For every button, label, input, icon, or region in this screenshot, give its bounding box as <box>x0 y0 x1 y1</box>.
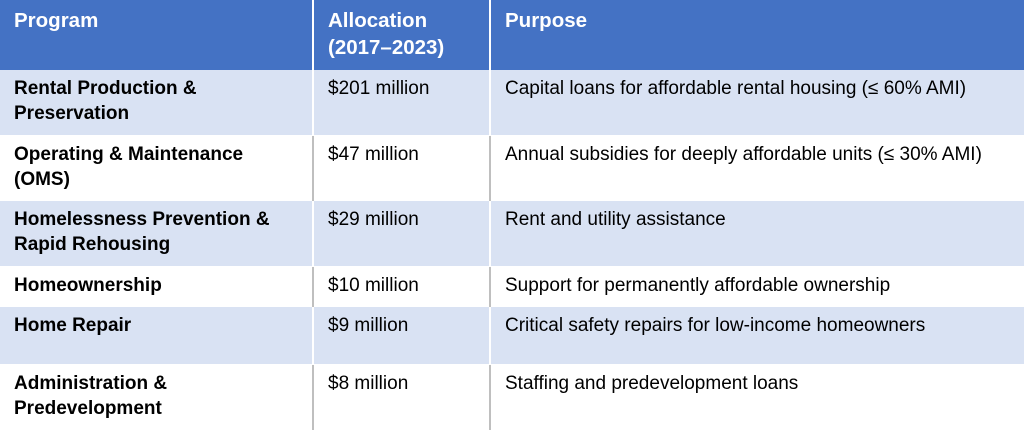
cell-purpose: Critical safety repairs for low-income homeowners <box>490 306 1024 364</box>
cell-allocation: $47 million <box>313 135 490 201</box>
table-row <box>0 306 1024 364</box>
table-body <box>0 70 1024 430</box>
cell-purpose: Capital loans for affordable rental housing (≤ 60% AMI) <box>490 70 1024 135</box>
column-header-allocation-years: (2017–2023) <box>328 36 445 60</box>
table-row <box>0 266 1024 306</box>
cell-allocation: $201 million <box>313 70 490 135</box>
cell-program: Homeownership <box>0 266 313 306</box>
column-header-purpose-label: Purpose <box>505 9 588 32</box>
column-header-purpose <box>490 0 1024 70</box>
cell-program: Administration & Predevelopment <box>0 364 313 430</box>
cell-program: Operating & Maintenance (OMS) <box>0 135 313 201</box>
cell-program: Home Repair <box>0 306 313 364</box>
cell-allocation: $29 million <box>313 201 490 267</box>
cell-purpose: Annual subsidies for deeply affordable units (≤ 30% AMI) <box>490 135 1024 201</box>
column-header-allocation-label: Allocation <box>328 9 428 32</box>
table-row <box>0 201 1024 267</box>
cell-allocation: $9 million <box>313 306 490 364</box>
table-row <box>0 364 1024 430</box>
column-header-program <box>0 0 313 70</box>
table-row <box>0 70 1024 135</box>
cell-allocation: $10 million <box>313 266 490 306</box>
cell-purpose: Support for permanently affordable ownership <box>490 266 1024 306</box>
cell-allocation: $8 million <box>313 364 490 430</box>
table-row <box>0 135 1024 201</box>
cell-purpose: Staffing and predevelopment loans <box>490 364 1024 430</box>
column-header-program-label: Program <box>14 9 99 32</box>
column-header-allocation <box>313 0 490 70</box>
cell-program: Homelessness Prevention & Rapid Rehousing <box>0 201 313 267</box>
cell-purpose: Rent and utility assistance <box>490 201 1024 267</box>
table-header-row <box>0 0 1024 70</box>
cell-program: Rental Production & Preservation <box>0 70 313 135</box>
table-header <box>0 0 1024 70</box>
